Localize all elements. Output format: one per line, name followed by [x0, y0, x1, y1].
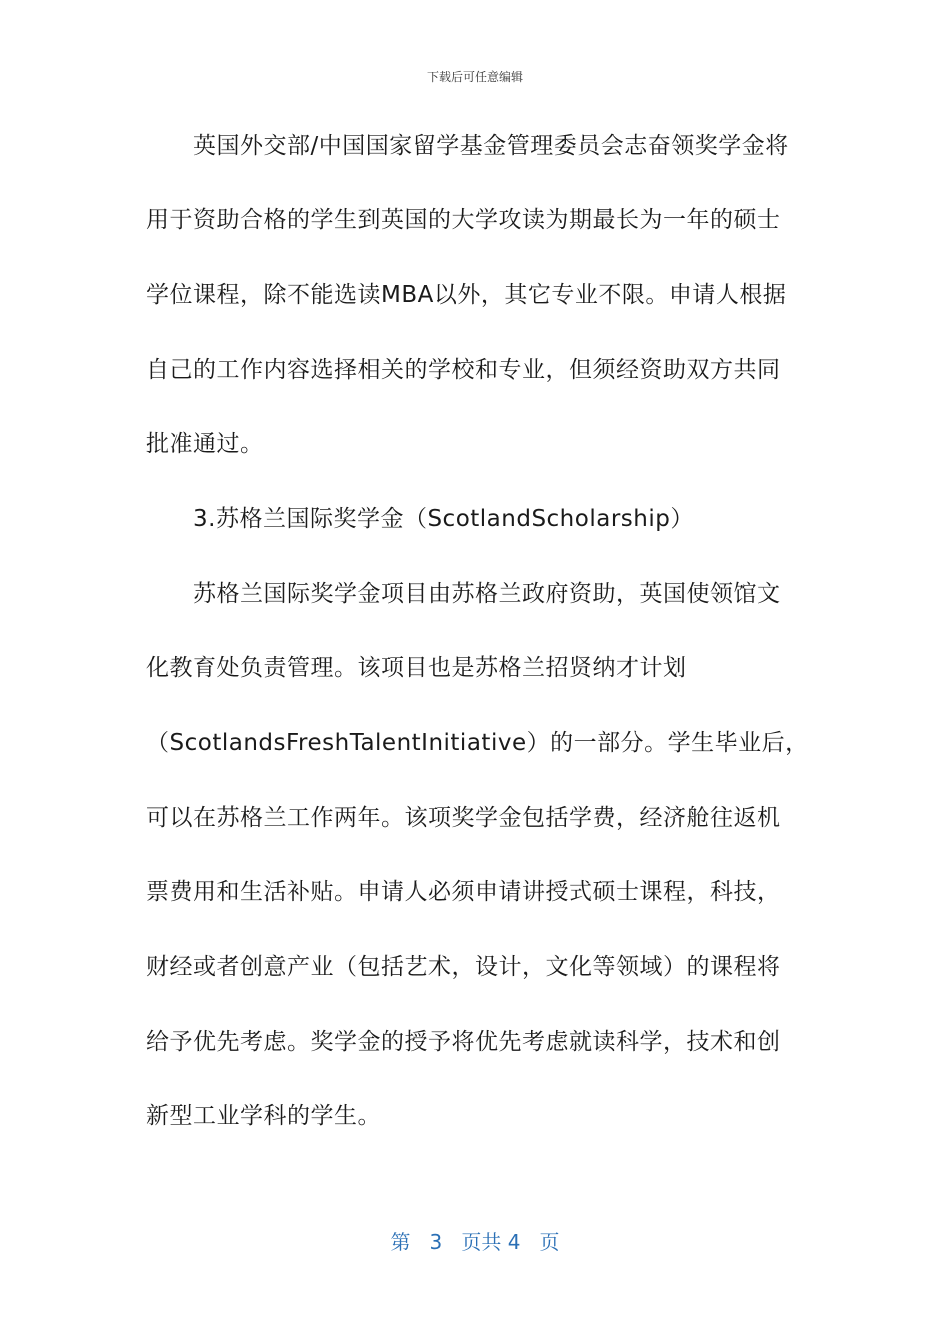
page-label-middle: 页共	[461, 1230, 502, 1254]
paragraph-line: 学位课程，除不能选读MBA以外，其它专业不限。申请人根据	[146, 282, 787, 308]
page-total: 4	[507, 1230, 521, 1254]
paragraph-line: 苏格兰国际奖学金项目由苏格兰政府资助，英国使领馆文	[193, 581, 781, 607]
page-number-footer	[0, 1226, 950, 1255]
paragraph-line: 批准通过。	[146, 431, 264, 457]
paragraph-line: 票费用和生活补贴。申请人必须申请讲授式硕士课程，科技，	[146, 879, 781, 905]
page-label-suffix: 页	[539, 1230, 560, 1254]
paragraph-line: 自己的工作内容选择相关的学校和专业，但须经资助双方共同	[146, 357, 781, 383]
paragraph-line: 化教育处负责管理。该项目也是苏格兰招贤纳才计划	[146, 655, 687, 681]
paragraph-line: 新型工业学科的学生。	[146, 1103, 381, 1129]
section-heading: 3.苏格兰国际奖学金（ScotlandScholarship）	[193, 506, 694, 532]
paragraph-line: 英国外交部/中国国家留学基金管理委员会志奋领奖学金将	[193, 133, 789, 159]
page-label-prefix: 第	[390, 1230, 411, 1254]
page-current: 3	[429, 1230, 443, 1254]
paragraph-line: （ScotlandsFreshTalentInitiative）的一部分。学生毕业后，	[146, 730, 809, 756]
paragraph-line: 可以在苏格兰工作两年。该项奖学金包括学费，经济舱往返机	[146, 805, 781, 831]
paragraph-line: 财经或者创意产业（包括艺术，设计，文化等领域）的课程将	[146, 954, 781, 980]
paragraph-line: 给予优先考虑。奖学金的授予将优先考虑就读科学，技术和创	[146, 1029, 781, 1055]
paragraph-line: 用于资助合格的学生到英国的大学攻读为期最长为一年的硕士	[146, 207, 781, 233]
header-note: 下载后可任意编辑	[426, 70, 523, 84]
